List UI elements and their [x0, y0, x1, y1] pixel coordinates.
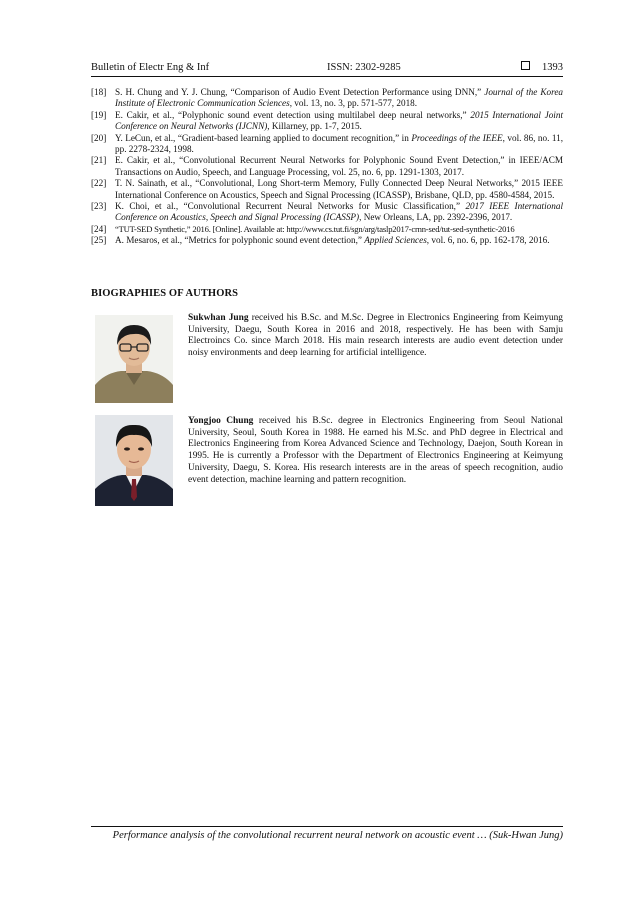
- author-bio-text: received his B.Sc. and M.Sc. Degree in Electronics Engineering from Keimyung University, Daegu, South Korea in 2016 and 2018, respectively. He has been with Samju Electroincs Co. since March 2018. His main research interests are audio event detection under noisy environments and deep learning for artificial intelligence.: [188, 313, 563, 359]
- author-name: Sukwhan Jung: [188, 313, 249, 323]
- author-bio-text: received his B.Sc. degree in Electronics Engineering from Seoul National University, Seoul, South Korea in 1988. He earned his M.Sc. and PhD degree in Electrical and Electronics Engineering from Korea Advanced Science and Technology, Daejon, South Korean in 1995. He is currently a Professor with the Department of Electronics Engineering at Keimyung University, Daegu, S. Korea. His research interests are in the areas of speech recognition, audio event detection, machine learning and pattern recognition.: [188, 416, 563, 485]
- reference-number: [18]: [91, 87, 107, 97]
- reference-number: [20]: [91, 132, 107, 143]
- reference-text: Y. LeCun, et al., “Gradient-based learning applied to document recognition,” in Proceedings of the IEEE, vol. 86, no. 11, pp. 2278-2324, 1998.: [115, 132, 564, 155]
- page-number: 1393: [542, 62, 563, 73]
- footer-divider: [91, 826, 563, 827]
- reference-text: “TUT-SED Synthetic,” 2016. [Online]. Available at: http://www.cs.tut.fi/sgn/arg/taslp2017-crnn-sed/tut-sed-synthetic-2016: [115, 223, 515, 234]
- reference-text: K. Choi, et al., “Convolutional Recurrent Neural Networks for Music Classification,” 2017 IEEE International Conference on Acoustics, Speech and Signal Processing (ICASSP), New Orleans, LA, pp. 2392-2396, 2017.: [115, 201, 563, 223]
- reference-item: [91, 178, 563, 201]
- running-footer: Performance analysis of the convolutional recurrent neural network on acoustic event … (Suk-Hwan Jung): [112, 830, 563, 841]
- reference-text: A. Mesaros, et al., “Metrics for polyphonic sound event detection,” Applied Sciences, vol. 6, no. 6, pp. 162-178, 2016.: [115, 235, 550, 246]
- journal-name: Bulletin of Electr Eng & Inf: [91, 62, 210, 73]
- reference-text: S. H. Chung and Y. J. Chung, “Comparison of Audio Event Detection Performance using DNN,” Journal of the Korea Institute of Electronic Communication Sciences, vol. 13, no. 3, pp. 571-577, 2018.: [115, 87, 563, 109]
- reference-list: [91, 87, 563, 247]
- author-bio-1: [188, 313, 563, 360]
- reference-item: [91, 155, 563, 178]
- reference-item: [91, 235, 563, 246]
- reference-text: E. Cakir, et al., “Convolutional Recurrent Neural Networks for Polyphonic Sound Event Detection,” in IEEE/ACM Transactions on Audio, Speech, and Language Processing, vol. 25, no. 6, pp. 1291-1303, 2017.: [115, 155, 563, 177]
- biographies-heading: BIOGRAPHIES OF AUTHORS: [91, 288, 239, 299]
- reference-item: [91, 87, 563, 110]
- reference-item: [91, 133, 563, 156]
- author-name: Yongjoo Chung: [188, 416, 254, 426]
- reference-number: [19]: [91, 109, 107, 120]
- reference-number: [22]: [91, 178, 107, 189]
- issn: ISSN: 2302-9285: [327, 62, 401, 73]
- page-number-group: [521, 61, 563, 75]
- reference-number: [25]: [91, 235, 107, 246]
- checkbox-square-icon: [521, 61, 530, 70]
- reference-number: [23]: [91, 201, 107, 212]
- reference-number: [21]: [91, 155, 107, 166]
- author-photo-2: [95, 415, 173, 506]
- running-header: [91, 61, 563, 75]
- reference-item: [91, 224, 563, 235]
- reference-text: T. N. Sainath, et al., “Convolutional, Long Short-term Memory, Fully Connected Deep Neural Networks,” 2015 IEEE International Conference on Acoustics, Speech and Signal Processing (ICASSP), Brisbane, QLD, pp. 4580-4584, 2015.: [115, 178, 563, 200]
- reference-item: [91, 110, 563, 133]
- author-photo-1: [95, 315, 173, 403]
- reference-number: [24]: [91, 223, 107, 234]
- author-bio-2: [188, 416, 563, 486]
- reference-item: [91, 201, 563, 224]
- reference-text: E. Cakir, et al., “Polyphonic sound event detection using multilabel deep neural networks,” 2015 International Joint Conference on Neural Networks (IJCNN), Killarney, pp. 1-7, 2015.: [115, 109, 563, 132]
- header-divider: [91, 76, 563, 77]
